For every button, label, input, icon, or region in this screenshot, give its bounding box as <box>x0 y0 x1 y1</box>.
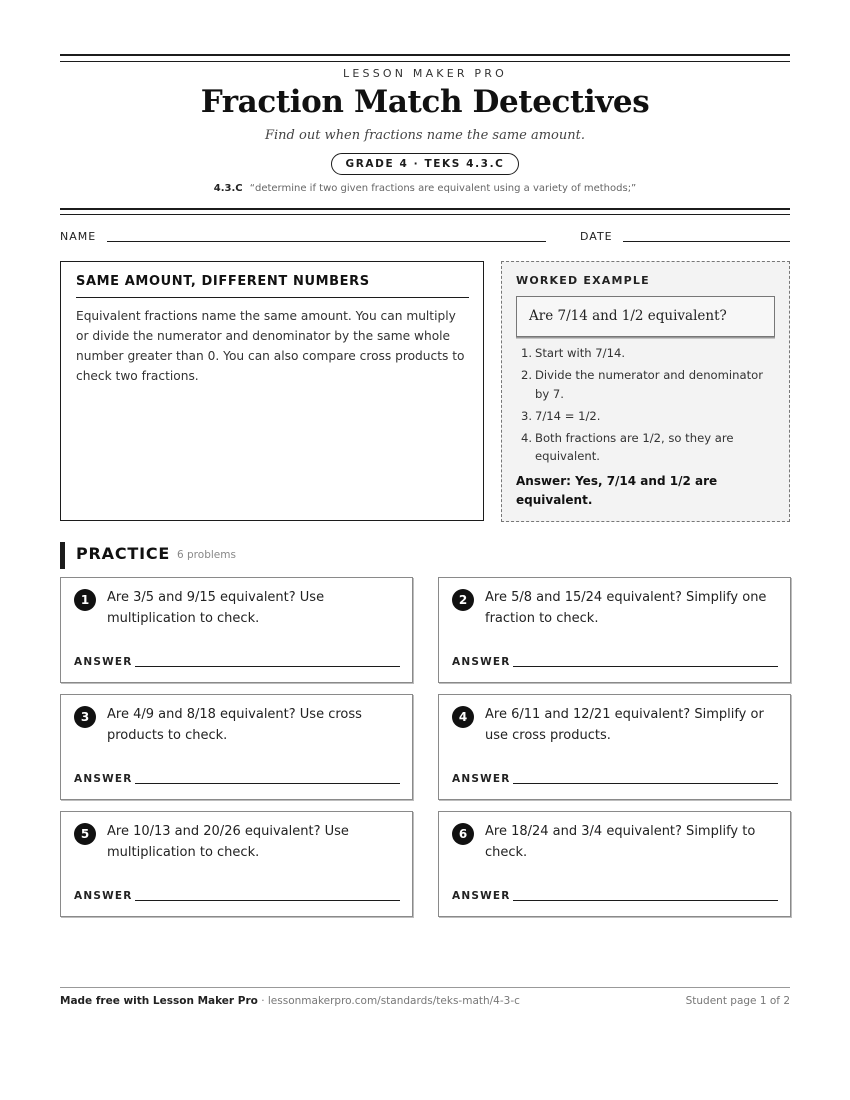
standard-text: “determine if two given fractions are equivalent using a variety of methods;” <box>249 183 637 194</box>
problem-text: Are 3/5 and 9/15 equivalent? Use multiplication to check. <box>107 590 325 626</box>
worked-example-step <box>516 366 778 403</box>
practice-count: 6 problems <box>177 549 236 561</box>
grade-badge: GRADE 4 · TEKS 4.3.C <box>331 153 520 175</box>
worked-example-box <box>501 261 790 522</box>
date-field[interactable] <box>623 241 790 242</box>
answer-label: ANSWER <box>452 890 511 902</box>
problem-card <box>60 811 413 917</box>
concept-title: SAME AMOUNT, DIFFERENT NUMBERS <box>76 274 370 289</box>
footer-page-label: Student page 1 of 2 <box>685 995 790 1007</box>
worked-example-step <box>516 344 778 363</box>
problem-card <box>438 811 791 917</box>
worked-example-step <box>516 429 778 466</box>
problem-text: Are 6/11 and 12/21 equivalent? Simplify or use cross products. <box>485 707 764 743</box>
header-bottom-rule <box>60 208 790 215</box>
step-number: 4. <box>521 430 533 445</box>
worksheet-page <box>60 0 790 1100</box>
answer-field[interactable] <box>135 666 400 667</box>
problem-number: 2 <box>452 589 474 611</box>
answer-field[interactable] <box>513 666 778 667</box>
worked-example-step <box>516 407 778 426</box>
answer-label: ANSWER <box>74 890 133 902</box>
step-text: Start with 7/14. <box>535 346 626 360</box>
step-number: 2. <box>521 368 533 382</box>
page-subtitle: Find out when fractions name the same amount. <box>265 128 585 143</box>
footer-url[interactable]: · lessonmakerpro.com/standards/teks-math/4-3-c <box>261 995 520 1007</box>
step-text: Both fractions are 1/2, so they are equivalent. <box>535 430 734 463</box>
concept-body: Equivalent fractions name the same amount. You can multiply or divide the numerator and denominator by the same whole number greater than 0. You can also compare cross products to check two fractions. <box>76 309 465 383</box>
footer-rule <box>60 987 790 988</box>
page-title: Fraction Match Detectives <box>200 84 650 120</box>
concept-divider <box>76 297 469 298</box>
problem-text: Are 18/24 and 3/4 equivalent? Simplify to check. <box>485 824 756 860</box>
answer-label: ANSWER <box>452 773 511 785</box>
header-top-rule <box>60 54 790 62</box>
problem-card <box>60 577 413 683</box>
worked-example-steps <box>516 344 778 469</box>
step-number: 1. <box>521 346 533 360</box>
problem-number: 4 <box>452 706 474 728</box>
concept-box <box>60 261 484 521</box>
step-text: Divide the numerator and denominator by 7. <box>535 368 764 401</box>
answer-label: ANSWER <box>452 656 511 668</box>
problem-number: 1 <box>74 589 96 611</box>
step-number: 3. <box>521 408 533 423</box>
name-label: NAME <box>60 230 97 243</box>
worked-example-answer: Answer: Yes, 7/14 and 1/2 are equivalent. <box>516 474 718 507</box>
answer-field[interactable] <box>135 783 400 784</box>
footer-credit <box>60 995 520 1007</box>
answer-field[interactable] <box>513 783 778 784</box>
step-text: 7/14 = 1/2. <box>535 408 601 423</box>
problem-number: 3 <box>74 706 96 728</box>
answer-label: ANSWER <box>74 656 133 668</box>
brand-name: LESSON MAKER PRO <box>343 67 507 80</box>
student-fields <box>60 230 790 246</box>
answer-label: ANSWER <box>74 773 133 785</box>
standard-code: 4.3.C <box>213 183 243 194</box>
standard-line <box>60 183 790 194</box>
name-field[interactable] <box>107 241 546 242</box>
grade-badge-wrap <box>60 152 790 175</box>
answer-field[interactable] <box>135 900 400 901</box>
worked-example-question: Are 7/14 and 1/2 equivalent? <box>516 296 775 337</box>
date-label: DATE <box>580 230 613 243</box>
problem-text: Are 10/13 and 20/26 equivalent? Use multiplication to check. <box>107 824 349 860</box>
problem-card <box>60 694 413 800</box>
problem-card <box>438 577 791 683</box>
practice-heading: PRACTICE <box>76 544 171 563</box>
practice-accent-bar <box>60 542 65 569</box>
problem-text: Are 4/9 and 8/18 equivalent? Use cross products to check. <box>107 707 362 743</box>
problem-number: 6 <box>452 823 474 845</box>
worked-example-title: WORKED EXAMPLE <box>516 274 650 287</box>
answer-field[interactable] <box>513 900 778 901</box>
problem-card <box>438 694 791 800</box>
problem-text: Are 5/8 and 15/24 equivalent? Simplify one fraction to check. <box>485 590 767 626</box>
footer-made-with: Made free with Lesson Maker Pro <box>60 995 258 1007</box>
problem-number: 5 <box>74 823 96 845</box>
